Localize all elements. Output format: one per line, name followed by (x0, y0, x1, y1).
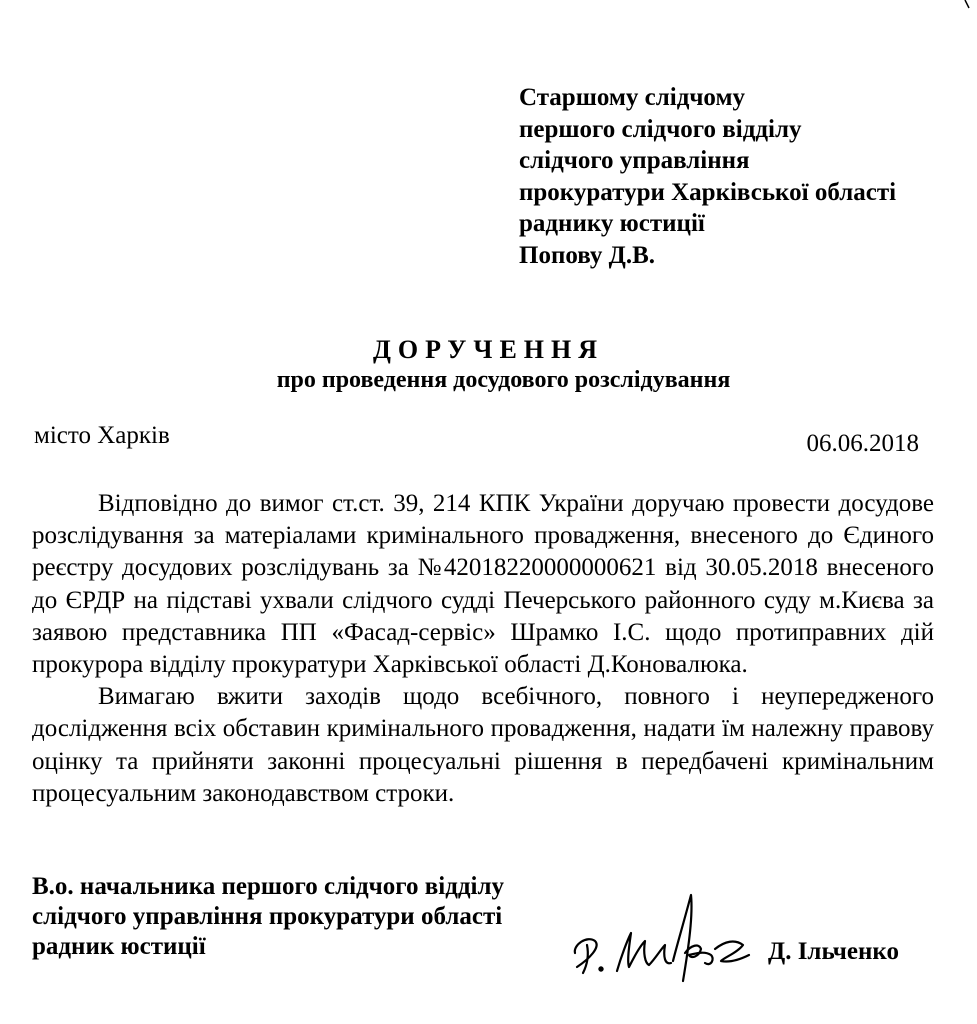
addressee-line: раднику юстиції (519, 210, 705, 237)
addressee-line: першого слідчого відділу (519, 115, 802, 143)
addressee-line: Старшому слідчому (519, 84, 745, 111)
body-paragraph: Відповідно до вимог ст.ст. 39, 214 КПК України доручаю провести досудове розслідування за матеріалами кримінального провадження, внесеного до Єдиного реєстру досудових розслідувань за №42018220000000621 від 30.05.2018 внесеного до ЄРДР на підставі ухвали слідчого судді Печерського районного суду м.Києва за заявою представника ПП «Фасад-сервіс» Шрамко І.С. щодо протиправних дій прокурора відділу прокуратури Харківської області Д.Коновалюка. (32, 490, 934, 679)
body-paragraph: Вимагаю вжити заходів щодо всебічного, повного і неупередженого дослідження всіх обставин кримінального провадження, надати їм належну правову оцінку та прийняти законні процесуальні рішення в передбачені кримінальним процесуальним законодавством строки. (32, 683, 934, 807)
addressee-block (519, 82, 896, 271)
addressee-line: прокуратури Харківської області (519, 178, 897, 206)
document-subtitle: про проведення досудового розслідування (276, 367, 731, 393)
signer-position (32, 872, 504, 962)
handwritten-signature (565, 875, 755, 985)
document-body (32, 488, 934, 810)
addressee-line: Попову Д.В. (519, 241, 655, 269)
signer-name: Д. Ільченко (768, 938, 899, 965)
signer-position-line: радник юстиції (32, 933, 206, 960)
document-title: ДОРУЧЕННЯ (372, 335, 605, 364)
document-city: місто Харків (34, 422, 170, 449)
scan-corner-mark (963, 0, 973, 10)
document-date: 06.06.2018 (806, 430, 919, 457)
signer-position-line: В.о. начальника першого слідчого відділу (32, 873, 504, 900)
signer-position-line: слідчого управління прокуратури області (32, 903, 503, 930)
addressee-line: слідчого управління (519, 147, 750, 174)
